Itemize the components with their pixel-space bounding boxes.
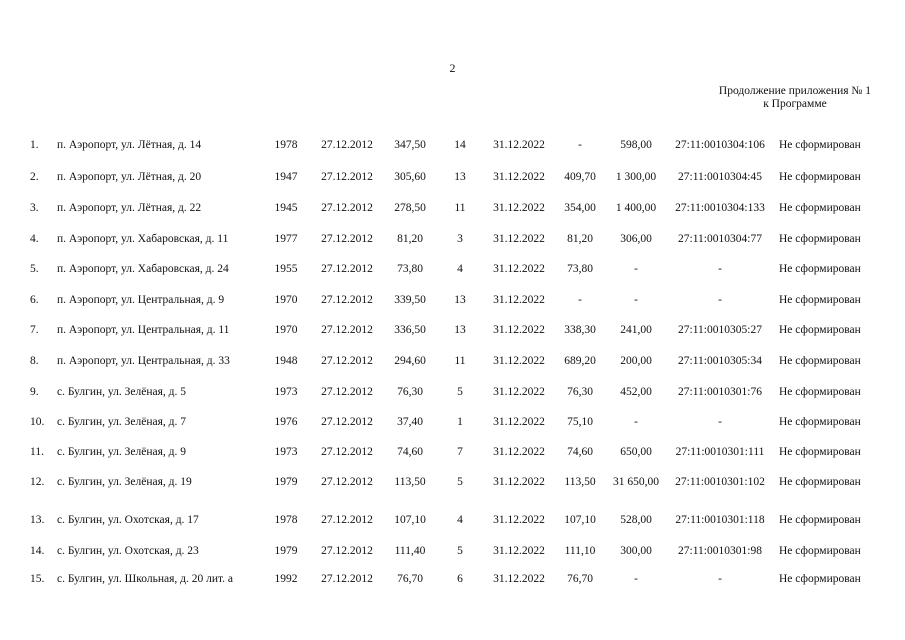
address-cell: п. Аэропорт, ул. Хабаровская, д. 24 bbox=[57, 263, 229, 275]
resettlement-date-cell: 31.12.2022 bbox=[493, 233, 545, 245]
resettlement-date-cell: 31.12.2022 bbox=[493, 139, 545, 151]
address-cell: п. Аэропорт, ул. Центральная, д. 11 bbox=[57, 324, 230, 336]
recognition-date-cell: 27.12.2012 bbox=[321, 263, 373, 275]
row-number: 8. bbox=[30, 355, 39, 367]
status-cell: Не сформирован bbox=[779, 573, 861, 585]
address-cell: с. Булгин, ул. Охотская, д. 23 bbox=[57, 545, 199, 557]
status-cell: Не сформирован bbox=[779, 233, 861, 245]
year-built-cell: 1955 bbox=[274, 263, 298, 275]
year-built-cell: 1977 bbox=[274, 233, 298, 245]
status-cell: Не сформирован bbox=[779, 386, 861, 398]
year-built-cell: 1978 bbox=[274, 139, 298, 151]
status-cell: Не сформирован bbox=[779, 476, 861, 488]
cadastral-number-cell: 27:11:0010304:45 bbox=[678, 171, 762, 183]
resettled-area-cell: 111,10 bbox=[564, 545, 596, 557]
resettled-area-cell: 338,30 bbox=[564, 324, 596, 336]
residents-count-cell: 1 bbox=[457, 416, 463, 428]
area-cell: 37,40 bbox=[397, 416, 423, 428]
year-built-cell: 1973 bbox=[274, 446, 298, 458]
cadastral-number-cell: 27:11:0010305:27 bbox=[678, 324, 762, 336]
year-built-cell: 1948 bbox=[274, 355, 298, 367]
land-value-cell: 200,00 bbox=[620, 355, 652, 367]
row-number: 2. bbox=[30, 171, 39, 183]
address-cell: с. Булгин, ул. Зелёная, д. 5 bbox=[57, 386, 187, 398]
year-built-cell: 1979 bbox=[274, 476, 298, 488]
recognition-date-cell: 27.12.2012 bbox=[321, 386, 373, 398]
resettlement-date-cell: 31.12.2022 bbox=[493, 263, 545, 275]
status-cell: Не сформирован bbox=[779, 263, 861, 275]
cadastral-number-cell: 27:11:0010305:34 bbox=[678, 355, 762, 367]
address-cell: с. Булгин, ул. Зелёная, д. 7 bbox=[57, 416, 187, 428]
address-cell: п. Аэропорт, ул. Центральная, д. 9 bbox=[57, 294, 225, 306]
resettled-area-cell: 75,10 bbox=[567, 416, 593, 428]
area-cell: 278,50 bbox=[394, 202, 426, 214]
row-number: 3. bbox=[30, 202, 39, 214]
cadastral-number-cell: 27:11:0010301:76 bbox=[678, 386, 762, 398]
land-value-cell: 31 650,00 bbox=[613, 476, 659, 488]
table-row bbox=[0, 294, 905, 324]
appendix-note-line-1: Продолжение приложения № 1 bbox=[718, 85, 871, 97]
resettlement-date-cell: 31.12.2022 bbox=[493, 573, 545, 585]
cadastral-number-cell: 27:11:0010304:77 bbox=[678, 233, 762, 245]
land-value-cell: 598,00 bbox=[620, 139, 652, 151]
table-row bbox=[0, 545, 905, 575]
table-row bbox=[0, 416, 905, 446]
resettlement-date-cell: 31.12.2022 bbox=[493, 545, 545, 557]
status-cell: Не сформирован bbox=[779, 324, 861, 336]
area-cell: 76,30 bbox=[397, 386, 423, 398]
land-value-cell: 1 300,00 bbox=[615, 171, 657, 183]
year-built-cell: 1992 bbox=[274, 573, 298, 585]
cadastral-number-cell: 27:11:0010301:111 bbox=[675, 446, 765, 458]
area-cell: 107,10 bbox=[394, 514, 426, 526]
resettlement-date-cell: 31.12.2022 bbox=[493, 514, 545, 526]
table-row bbox=[0, 233, 905, 263]
recognition-date-cell: 27.12.2012 bbox=[321, 545, 373, 557]
resettled-area-cell: 354,00 bbox=[564, 202, 596, 214]
recognition-date-cell: 27.12.2012 bbox=[321, 139, 373, 151]
year-built-cell: 1947 bbox=[274, 171, 298, 183]
area-cell: 347,50 bbox=[394, 139, 426, 151]
address-cell: п. Аэропорт, ул. Хабаровская, д. 11 bbox=[57, 233, 229, 245]
resettlement-date-cell: 31.12.2022 bbox=[493, 386, 545, 398]
recognition-date-cell: 27.12.2012 bbox=[321, 476, 373, 488]
table-row bbox=[0, 573, 905, 603]
recognition-date-cell: 27.12.2012 bbox=[321, 202, 373, 214]
residents-count-cell: 4 bbox=[457, 263, 463, 275]
residents-count-cell: 5 bbox=[457, 545, 463, 557]
resettled-area-cell: - bbox=[578, 294, 582, 306]
residents-count-cell: 3 bbox=[457, 233, 463, 245]
row-number: 13. bbox=[30, 514, 45, 526]
appendix-note-line-2: к Программе bbox=[763, 98, 827, 110]
area-cell: 111,40 bbox=[394, 545, 426, 557]
land-value-cell: - bbox=[634, 263, 638, 275]
residents-count-cell: 14 bbox=[454, 139, 466, 151]
cadastral-number-cell: 27:11:0010301:118 bbox=[675, 514, 765, 526]
row-number: 6. bbox=[30, 294, 39, 306]
area-cell: 76,70 bbox=[397, 573, 423, 585]
area-cell: 73,80 bbox=[397, 263, 423, 275]
status-cell: Не сформирован bbox=[779, 514, 861, 526]
resettlement-date-cell: 31.12.2022 bbox=[493, 171, 545, 183]
table-row bbox=[0, 324, 905, 354]
area-cell: 305,60 bbox=[394, 171, 426, 183]
cadastral-number-cell: - bbox=[718, 294, 722, 306]
residents-count-cell: 13 bbox=[454, 171, 466, 183]
table-row bbox=[0, 139, 905, 169]
area-cell: 113,50 bbox=[394, 476, 426, 488]
resettlement-date-cell: 31.12.2022 bbox=[493, 294, 545, 306]
row-number: 1. bbox=[30, 139, 39, 151]
year-built-cell: 1945 bbox=[274, 202, 298, 214]
land-value-cell: 650,00 bbox=[620, 446, 652, 458]
cadastral-number-cell: 27:11:0010304:106 bbox=[675, 139, 765, 151]
table-row bbox=[0, 202, 905, 232]
land-value-cell: 306,00 bbox=[620, 233, 652, 245]
table-row bbox=[0, 446, 905, 476]
resettled-area-cell: 76,70 bbox=[567, 573, 593, 585]
residents-count-cell: 5 bbox=[457, 386, 463, 398]
resettlement-date-cell: 31.12.2022 bbox=[493, 202, 545, 214]
address-cell: п. Аэропорт, ул. Лётная, д. 20 bbox=[57, 171, 202, 183]
address-cell: с. Булгин, ул. Зелёная, д. 9 bbox=[57, 446, 187, 458]
status-cell: Не сформирован bbox=[779, 355, 861, 367]
area-cell: 294,60 bbox=[394, 355, 426, 367]
table-row bbox=[0, 355, 905, 385]
address-cell: п. Аэропорт, ул. Лётная, д. 22 bbox=[57, 202, 202, 214]
residents-count-cell: 11 bbox=[454, 355, 466, 367]
land-value-cell: - bbox=[634, 416, 638, 428]
row-number: 12. bbox=[30, 476, 45, 488]
recognition-date-cell: 27.12.2012 bbox=[321, 171, 373, 183]
residents-count-cell: 5 bbox=[457, 476, 463, 488]
table-row bbox=[0, 476, 905, 506]
year-built-cell: 1970 bbox=[274, 324, 298, 336]
resettlement-date-cell: 31.12.2022 bbox=[493, 416, 545, 428]
status-cell: Не сформирован bbox=[779, 545, 861, 557]
table-row bbox=[0, 514, 905, 544]
residents-count-cell: 11 bbox=[454, 202, 466, 214]
year-built-cell: 1976 bbox=[274, 416, 298, 428]
land-value-cell: 528,00 bbox=[620, 514, 652, 526]
year-built-cell: 1979 bbox=[274, 545, 298, 557]
row-number: 15. bbox=[30, 573, 45, 585]
area-cell: 74,60 bbox=[397, 446, 423, 458]
page-number: 2 bbox=[449, 61, 456, 75]
resettled-area-cell: - bbox=[578, 139, 582, 151]
cadastral-number-cell: - bbox=[718, 263, 722, 275]
recognition-date-cell: 27.12.2012 bbox=[321, 446, 373, 458]
row-number: 7. bbox=[30, 324, 39, 336]
table-row bbox=[0, 263, 905, 293]
area-cell: 339,50 bbox=[394, 294, 426, 306]
address-cell: с. Булгин, ул. Охотская, д. 17 bbox=[57, 514, 199, 526]
row-number: 11. bbox=[30, 446, 44, 458]
address-cell: с. Булгин, ул. Зелёная, д. 19 bbox=[57, 476, 192, 488]
address-cell: п. Аэропорт, ул. Центральная, д. 33 bbox=[57, 355, 230, 367]
resettlement-date-cell: 31.12.2022 bbox=[493, 324, 545, 336]
recognition-date-cell: 27.12.2012 bbox=[321, 324, 373, 336]
row-number: 14. bbox=[30, 545, 45, 557]
resettlement-date-cell: 31.12.2022 bbox=[493, 476, 545, 488]
resettled-area-cell: 107,10 bbox=[564, 514, 596, 526]
land-value-cell: - bbox=[634, 294, 638, 306]
year-built-cell: 1970 bbox=[274, 294, 298, 306]
address-cell: с. Булгин, ул. Школьная, д. 20 лит. а bbox=[57, 573, 234, 585]
residents-count-cell: 13 bbox=[454, 294, 466, 306]
land-value-cell: 300,00 bbox=[620, 545, 652, 557]
table-row bbox=[0, 171, 905, 201]
status-cell: Не сформирован bbox=[779, 139, 861, 151]
residents-count-cell: 13 bbox=[454, 324, 466, 336]
cadastral-number-cell: - bbox=[718, 573, 722, 585]
cadastral-number-cell: 27:11:0010301:98 bbox=[678, 545, 762, 557]
land-value-cell: 452,00 bbox=[620, 386, 652, 398]
recognition-date-cell: 27.12.2012 bbox=[321, 514, 373, 526]
recognition-date-cell: 27.12.2012 bbox=[321, 233, 373, 245]
table-row bbox=[0, 386, 905, 416]
status-cell: Не сформирован bbox=[779, 171, 861, 183]
status-cell: Не сформирован bbox=[779, 416, 861, 428]
resettlement-date-cell: 31.12.2022 bbox=[493, 355, 545, 367]
address-cell: п. Аэропорт, ул. Лётная, д. 14 bbox=[57, 139, 202, 151]
residents-count-cell: 6 bbox=[457, 573, 463, 585]
status-cell: Не сформирован bbox=[779, 294, 861, 306]
resettled-area-cell: 76,30 bbox=[567, 386, 593, 398]
land-value-cell: 1 400,00 bbox=[615, 202, 657, 214]
residents-count-cell: 7 bbox=[457, 446, 463, 458]
row-number: 9. bbox=[30, 386, 39, 398]
appendix-note bbox=[719, 85, 871, 111]
area-cell: 336,50 bbox=[394, 324, 426, 336]
cadastral-number-cell: 27:11:0010301:102 bbox=[675, 476, 765, 488]
year-built-cell: 1973 bbox=[274, 386, 298, 398]
resettled-area-cell: 689,20 bbox=[564, 355, 596, 367]
recognition-date-cell: 27.12.2012 bbox=[321, 416, 373, 428]
year-built-cell: 1978 bbox=[274, 514, 298, 526]
resettled-area-cell: 113,50 bbox=[564, 476, 596, 488]
area-cell: 81,20 bbox=[397, 233, 423, 245]
land-value-cell: - bbox=[634, 573, 638, 585]
resettled-area-cell: 409,70 bbox=[564, 171, 596, 183]
recognition-date-cell: 27.12.2012 bbox=[321, 573, 373, 585]
recognition-date-cell: 27.12.2012 bbox=[321, 355, 373, 367]
resettlement-date-cell: 31.12.2022 bbox=[493, 446, 545, 458]
row-number: 4. bbox=[30, 233, 39, 245]
resettled-area-cell: 73,80 bbox=[567, 263, 593, 275]
row-number: 10. bbox=[30, 416, 45, 428]
residents-count-cell: 4 bbox=[457, 514, 463, 526]
recognition-date-cell: 27.12.2012 bbox=[321, 294, 373, 306]
status-cell: Не сформирован bbox=[779, 202, 861, 214]
row-number: 5. bbox=[30, 263, 39, 275]
status-cell: Не сформирован bbox=[779, 446, 861, 458]
land-value-cell: 241,00 bbox=[620, 324, 652, 336]
resettled-area-cell: 74,60 bbox=[567, 446, 593, 458]
resettled-area-cell: 81,20 bbox=[567, 233, 593, 245]
cadastral-number-cell: - bbox=[718, 416, 722, 428]
cadastral-number-cell: 27:11:0010304:133 bbox=[675, 202, 765, 214]
